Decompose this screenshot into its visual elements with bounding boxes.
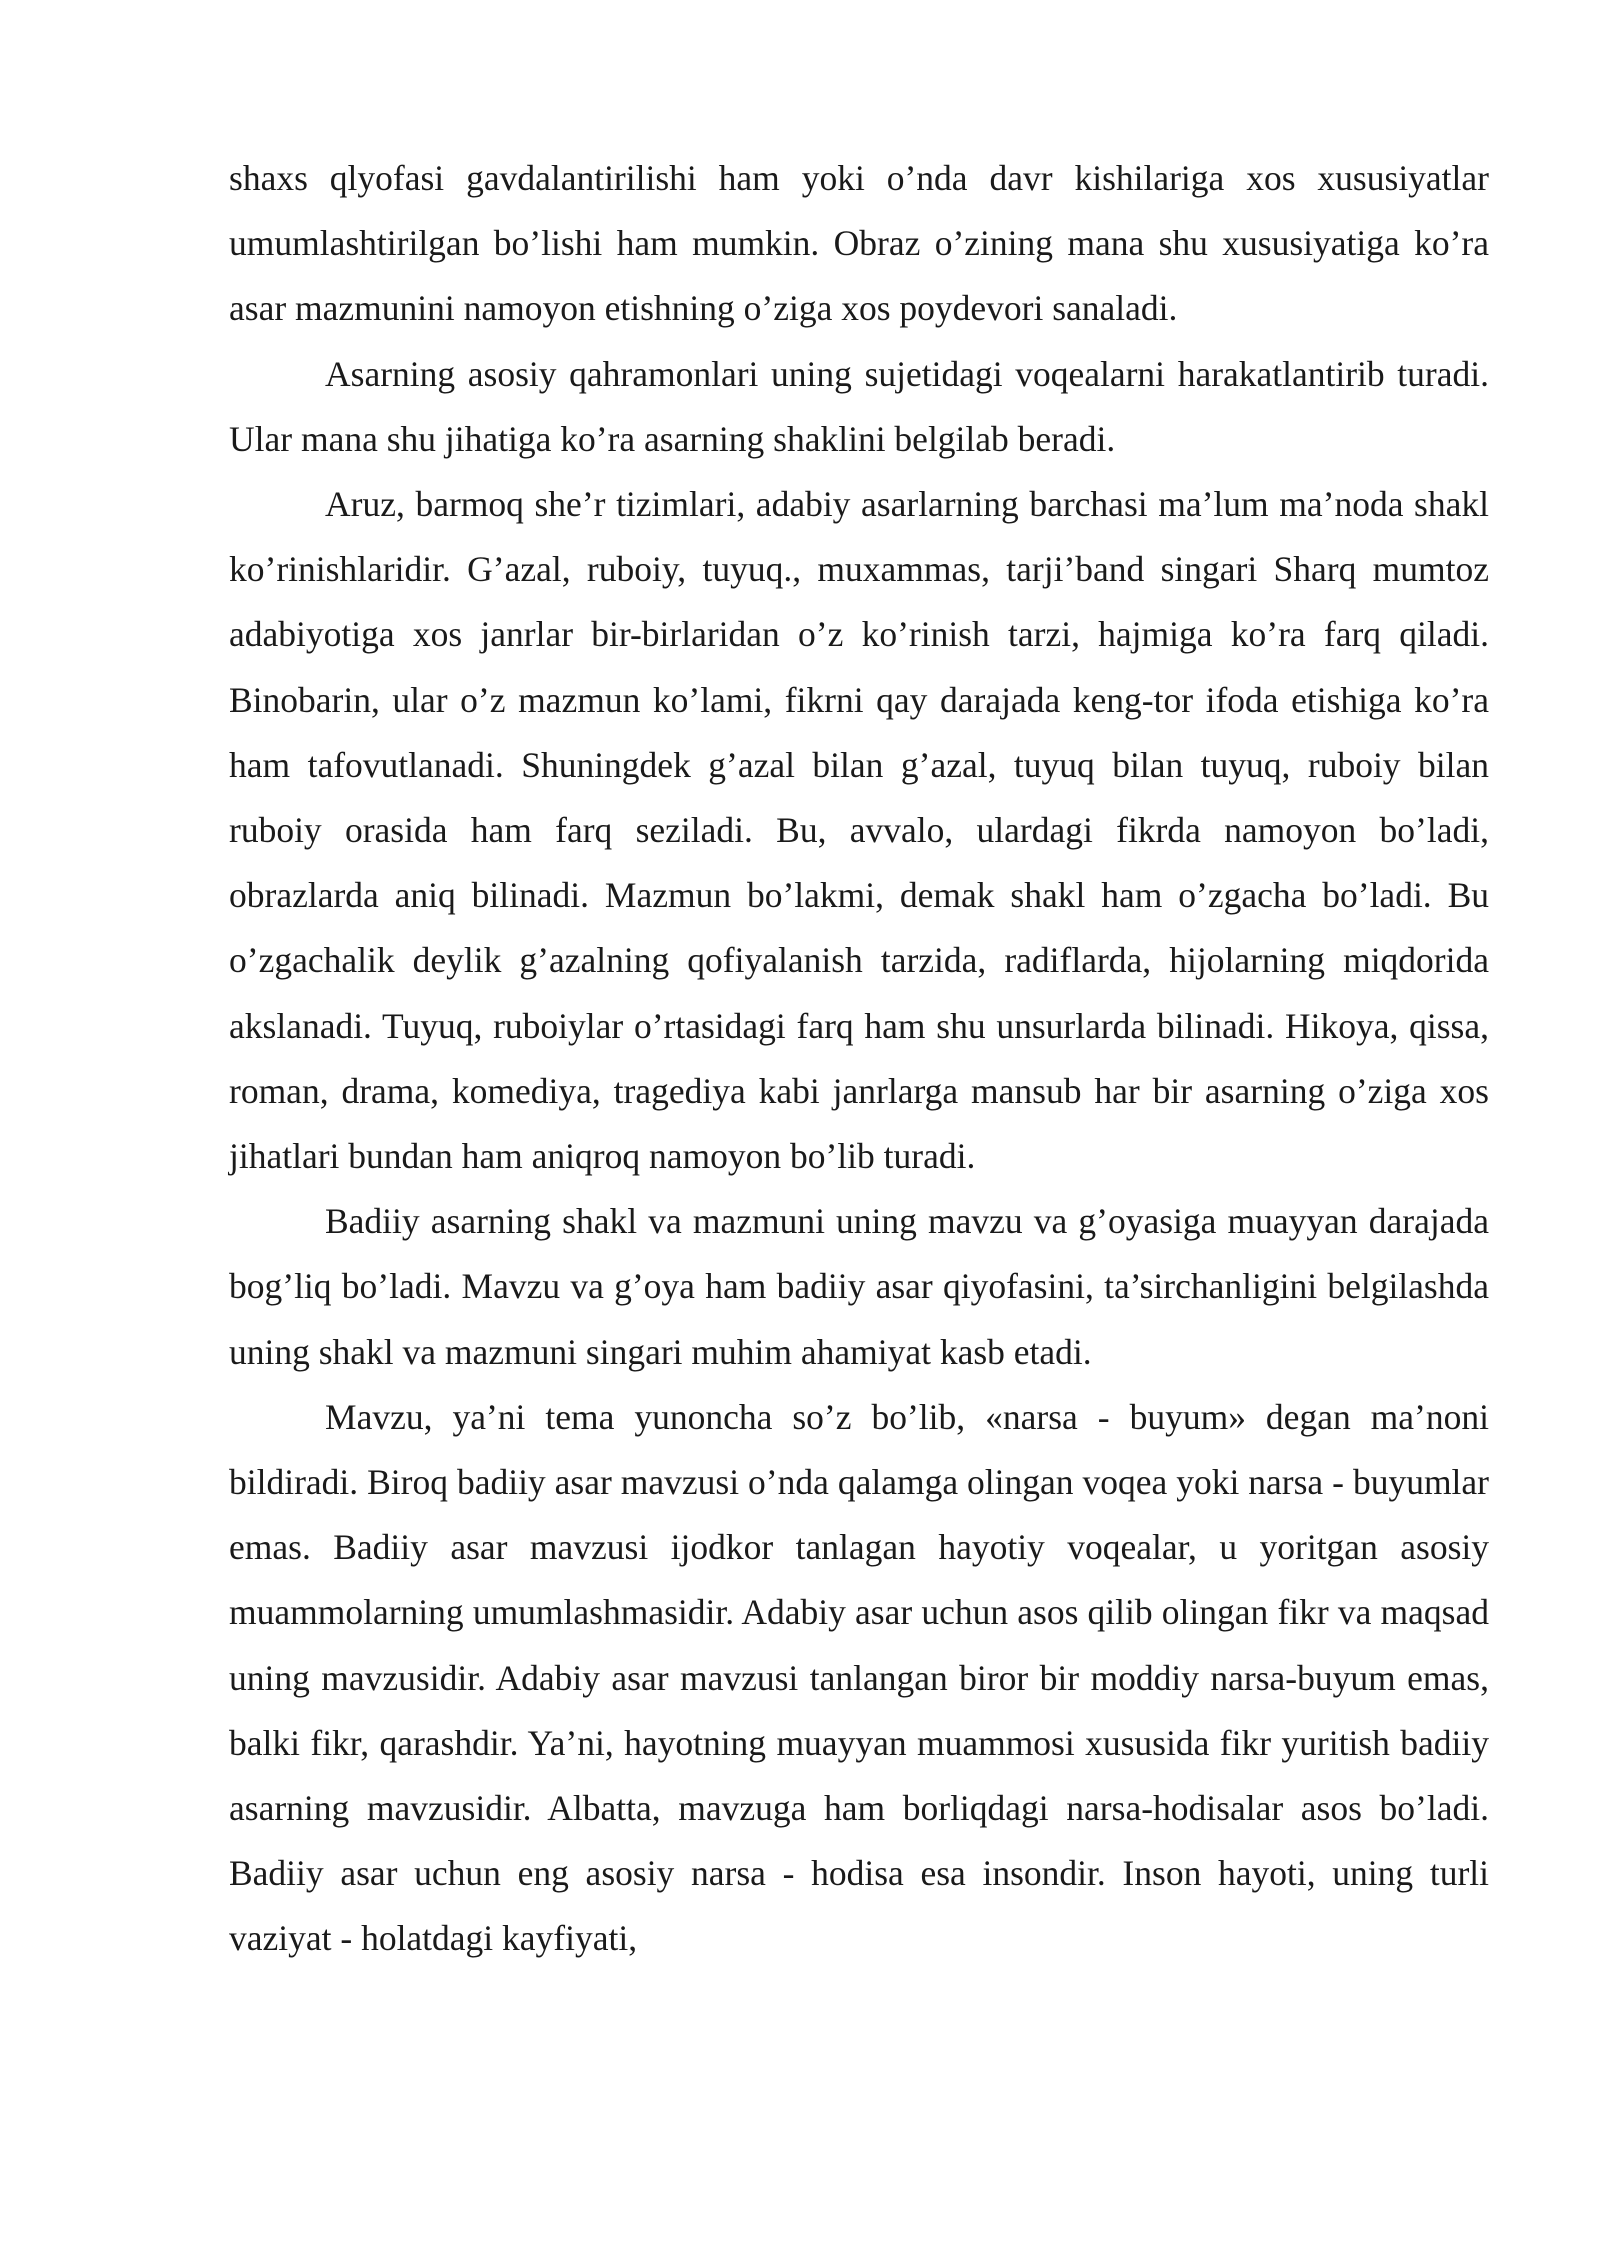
paragraph-1: shaxs qlyofasi gavdalantirilishi ham yoki o’nda davr kishilariga xos xususiyatlar umumlashtirilgan bo’lishi ham mumkin. Obraz o’zining mana shu xususiyatiga ko’ra asar mazmunini namoyon etishning o’ziga xos poydevori sanaladi. xyxy=(229,158,1489,329)
body-text xyxy=(229,146,1489,1972)
paragraph-2: Asarning asosiy qahramonlari uning sujetidagi voqealarni harakatlantirib turadi. Ular mana shu jihatiga ko’ra asarning shaklini belgilab beradi. xyxy=(229,353,1489,459)
paragraph-4: Badiiy asarning shakl va mazmuni uning mavzu va g’oyasiga muayyan darajada bog’liq bo’ladi. Mavzu va g’oya ham badiiy asar qiyofasini, ta’sirchanligini belgilashda uning shakl va mazmuni singari muhim ahamiyat kasb etadi. xyxy=(229,1201,1489,1372)
paragraph-3: Aruz, barmoq she’r tizimlari, adabiy asarlarning barchasi ma’lum ma’noda shakl ko’rinishlaridir. G’azal, ruboiy, tuyuq., muxammas, tarji’band singari Sharq mumtoz adabiyotiga xos janrlar bir-birlaridan o’z ko’rinish tarzi, hajmiga ko’ra farq qiladi. Binobarin, ular o’z mazmun ko’lami, fikrni qay darajada keng-tor ifoda etishiga ko’ra ham tafovutlanadi. Shuningdek g’azal bilan g’azal, tuyuq bilan tuyuq, ruboiy bilan ruboiy orasida ham farq seziladi. Bu, avvalo, ulardagi fikrda namoyon bo’ladi, obrazlarda aniq bilinadi. Mazmun bo’lakmi, demak shakl ham o’zgacha bo’ladi. Bu o’zgachalik deylik g’azalning qofiyalanish tarzida, radiflarda, hijolarning miqdorida akslanadi. Tuyuq, ruboiylar o’rtasidagi farq ham shu unsurlarda bilinadi. Hikoya, qissa, roman, drama, komediya, tragediya kabi janrlarga mansub har bir asarning o’ziga xos jihatlari bundan ham aniqroq namoyon bo’lib turadi. xyxy=(229,484,1489,1177)
paragraph-5: Mavzu, ya’ni tema yunoncha so’z bo’lib, «narsa - buyum» degan ma’noni bildiradi. Biroq badiiy asar mavzusi o’nda qalamga olingan voqea yoki narsa - buyumlar emas. Badiiy asar mavzusi ijodkor tanlagan hayotiy voqealar, u yoritgan asosiy muammolarning umumlashmasidir. Adabiy asar uchun asos qilib olingan fikr va maqsad uning mavzusidir. Adabiy asar mavzusi tanlangan biror bir moddiy narsa-buyum emas, balki fikr, qarashdir. Ya’ni, hayotning muayyan muammosi xususida fikr yuritish badiiy asarning mavzusidir. Albatta, mavzuga ham borliqdagi narsa-hodisalar asos bo’ladi. Badiiy asar uchun eng asosiy narsa - hodisa esa insondir. Inson hayoti, uning turli vaziyat - holatdagi kayfiyati, xyxy=(229,1396,1489,1959)
